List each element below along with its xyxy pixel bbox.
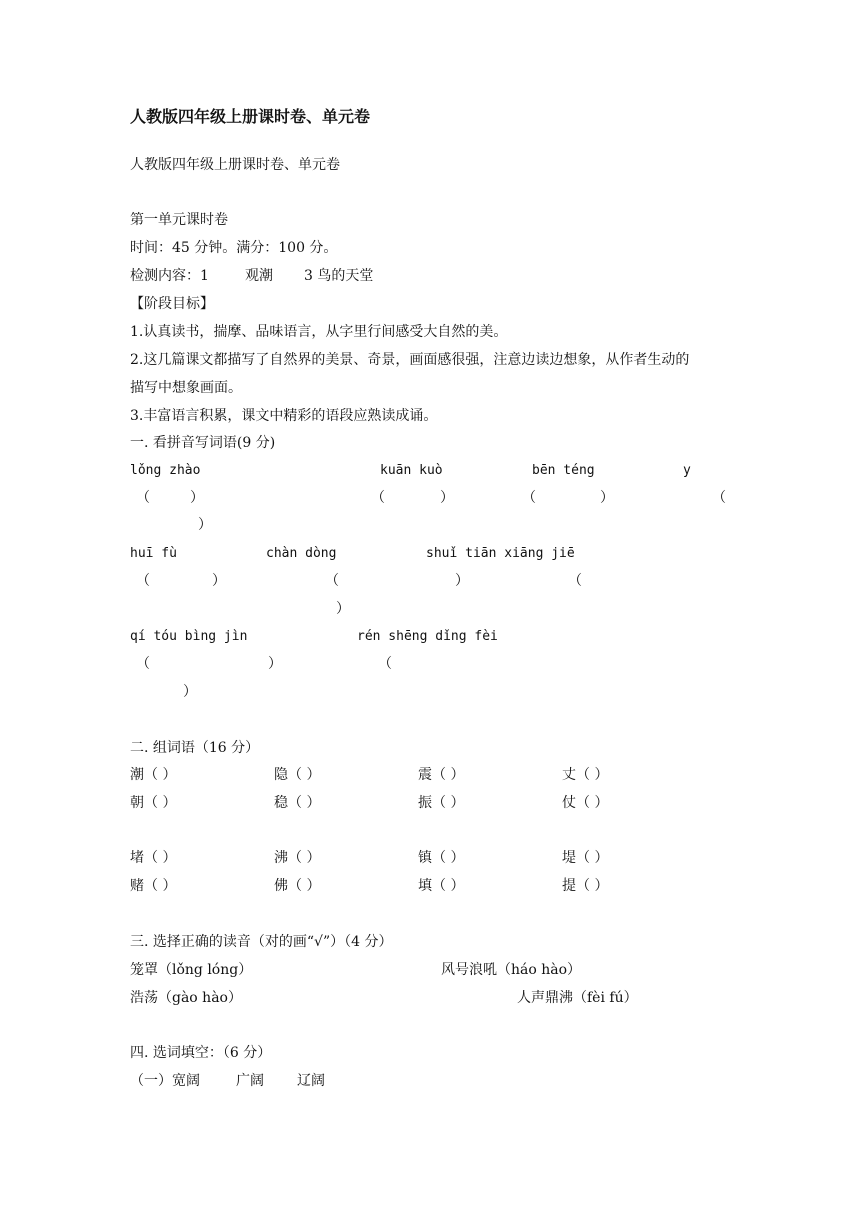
answer-paren-open: （ [371, 490, 385, 506]
word-group-item: 沸（ ） [274, 850, 321, 866]
answer-paren-open: （ [136, 490, 150, 506]
word-group-item: 填（ ） [418, 878, 465, 894]
content-label: 检测内容：1 [130, 268, 209, 284]
pinyin-item: shuǐ tiān xiāng jiē [426, 546, 575, 561]
answer-paren-close: ） [455, 573, 469, 589]
pinyin-item: huī fù [130, 546, 177, 561]
word-group-item: 堤（ ） [562, 850, 609, 866]
content-item-1: 观潮 [245, 268, 273, 284]
word-group-item: 赌（ ） [130, 878, 177, 894]
pinyin-item: y [683, 463, 691, 478]
answer-paren-open: （ [712, 490, 726, 506]
pinyin-item: rén shēng dǐng fèi [357, 629, 498, 644]
answer-paren-open: （ [136, 656, 150, 672]
fill-word: 辽阔 [297, 1073, 325, 1089]
word-group-item: 震（ ） [418, 767, 465, 783]
section-1-heading: 一. 看拼音写词语(9 分) [130, 435, 276, 451]
answer-paren-open: （ [136, 573, 150, 589]
pronunciation-item: 人声鼎沸（fèi fú） [517, 990, 638, 1006]
pronunciation-item: 浩荡（gào hào） [130, 990, 242, 1006]
document-title: 人教版四年级上册课时卷、单元卷 [130, 107, 371, 126]
pinyin-item: chàn dòng [266, 546, 337, 561]
answer-paren-close: ） [336, 601, 350, 617]
unit-name: 第一单元课时卷 [130, 212, 228, 228]
goal-3: 3.丰富语言积累，课文中精彩的语段应熟读成诵。 [130, 408, 438, 424]
section-2-heading: 二. 组词语（16 分） [130, 740, 260, 756]
goal-2-line-2: 描写中想象画面。 [130, 380, 242, 396]
answer-paren-close: ） [190, 490, 204, 506]
pronunciation-item: 风号浪吼（háo hào） [441, 962, 582, 978]
word-group-item: 潮（ ） [130, 767, 177, 783]
pronunciation-item: 笼罩（lǒng lóng） [130, 962, 253, 978]
pinyin-item: lǒng zhào [130, 463, 201, 478]
time-score-line: 时间：45 分钟。满分：100 分。 [130, 240, 338, 256]
document-subtitle: 人教版四年级上册课时卷、单元卷 [130, 157, 340, 173]
answer-paren-open: （ [378, 656, 392, 672]
fill-group-label: （一）宽阔 [130, 1073, 200, 1089]
goal-2-line-1: 2.这几篇课文都描写了自然界的美景、奇景，画面感很强，注意边读边想象，从作者生动的 [130, 352, 690, 368]
answer-paren-close: ） [183, 684, 197, 700]
goal-1: 1.认真读书，揣摩、品味语言，从字里行间感受大自然的美。 [130, 324, 508, 340]
answer-paren-open: （ [325, 573, 339, 589]
answer-paren-close: ） [440, 490, 454, 506]
word-group-item: 镇（ ） [418, 850, 465, 866]
word-group-item: 佛（ ） [274, 878, 321, 894]
section-3-heading: 三. 选择正确的读音（对的画“√”）（4 分） [130, 934, 393, 950]
word-group-item: 稳（ ） [274, 795, 321, 811]
answer-paren-open: （ [522, 490, 536, 506]
word-group-item: 堵（ ） [130, 850, 177, 866]
pinyin-item: bēn téng [532, 463, 595, 478]
answer-paren-close: ） [268, 656, 282, 672]
word-group-item: 提（ ） [562, 878, 609, 894]
word-group-item: 仗（ ） [562, 795, 609, 811]
word-group-item: 隐（ ） [274, 767, 321, 783]
content-item-2: 3 鸟的天堂 [304, 268, 374, 284]
answer-paren-close: ） [600, 490, 614, 506]
word-group-item: 振（ ） [418, 795, 465, 811]
answer-paren-close: ） [212, 573, 226, 589]
section-4-heading: 四. 选词填空：（6 分） [130, 1045, 272, 1061]
word-group-item: 朝（ ） [130, 795, 177, 811]
goals-heading: 【阶段目标】 [130, 296, 214, 312]
answer-paren-open: （ [568, 573, 582, 589]
word-group-item: 丈（ ） [562, 767, 609, 783]
answer-paren-close: ） [198, 517, 212, 533]
fill-word: 广阔 [236, 1073, 264, 1089]
pinyin-item: kuān kuò [380, 463, 443, 478]
pinyin-item: qí tóu bìng jìn [130, 629, 248, 644]
